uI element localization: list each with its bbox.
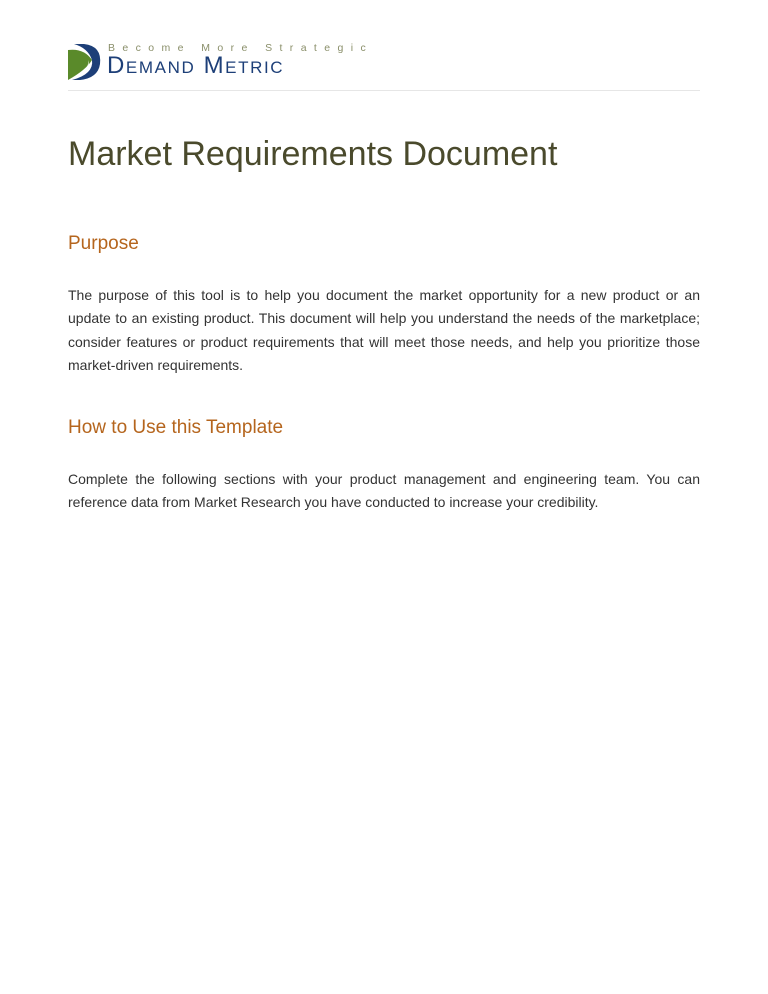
section-heading-how-to-use: How to Use this Template <box>68 417 284 438</box>
page-header <box>68 42 700 92</box>
document-title: Market Requirements Document <box>68 135 558 173</box>
demand-metric-logo-icon <box>68 44 102 80</box>
section-body-purpose: The purpose of this tool is to help you document the market opportunity for a new product or an update to an existing product. This document will help you understand the needs of the marketplace; consider features or product requirements that will meet those needs, and help you prioritize those market-driven requirements. <box>68 287 700 373</box>
section-body-how-to-use: Complete the following sections with your product management and engineering team. You can reference data from Market Research you have conducted to increase your credibility. <box>68 471 700 511</box>
section-heading-purpose: Purpose <box>68 233 139 254</box>
brand-name: Demand Metric <box>107 52 285 79</box>
header-divider <box>68 90 700 91</box>
header-tagline: Become More Strategic <box>108 42 374 54</box>
